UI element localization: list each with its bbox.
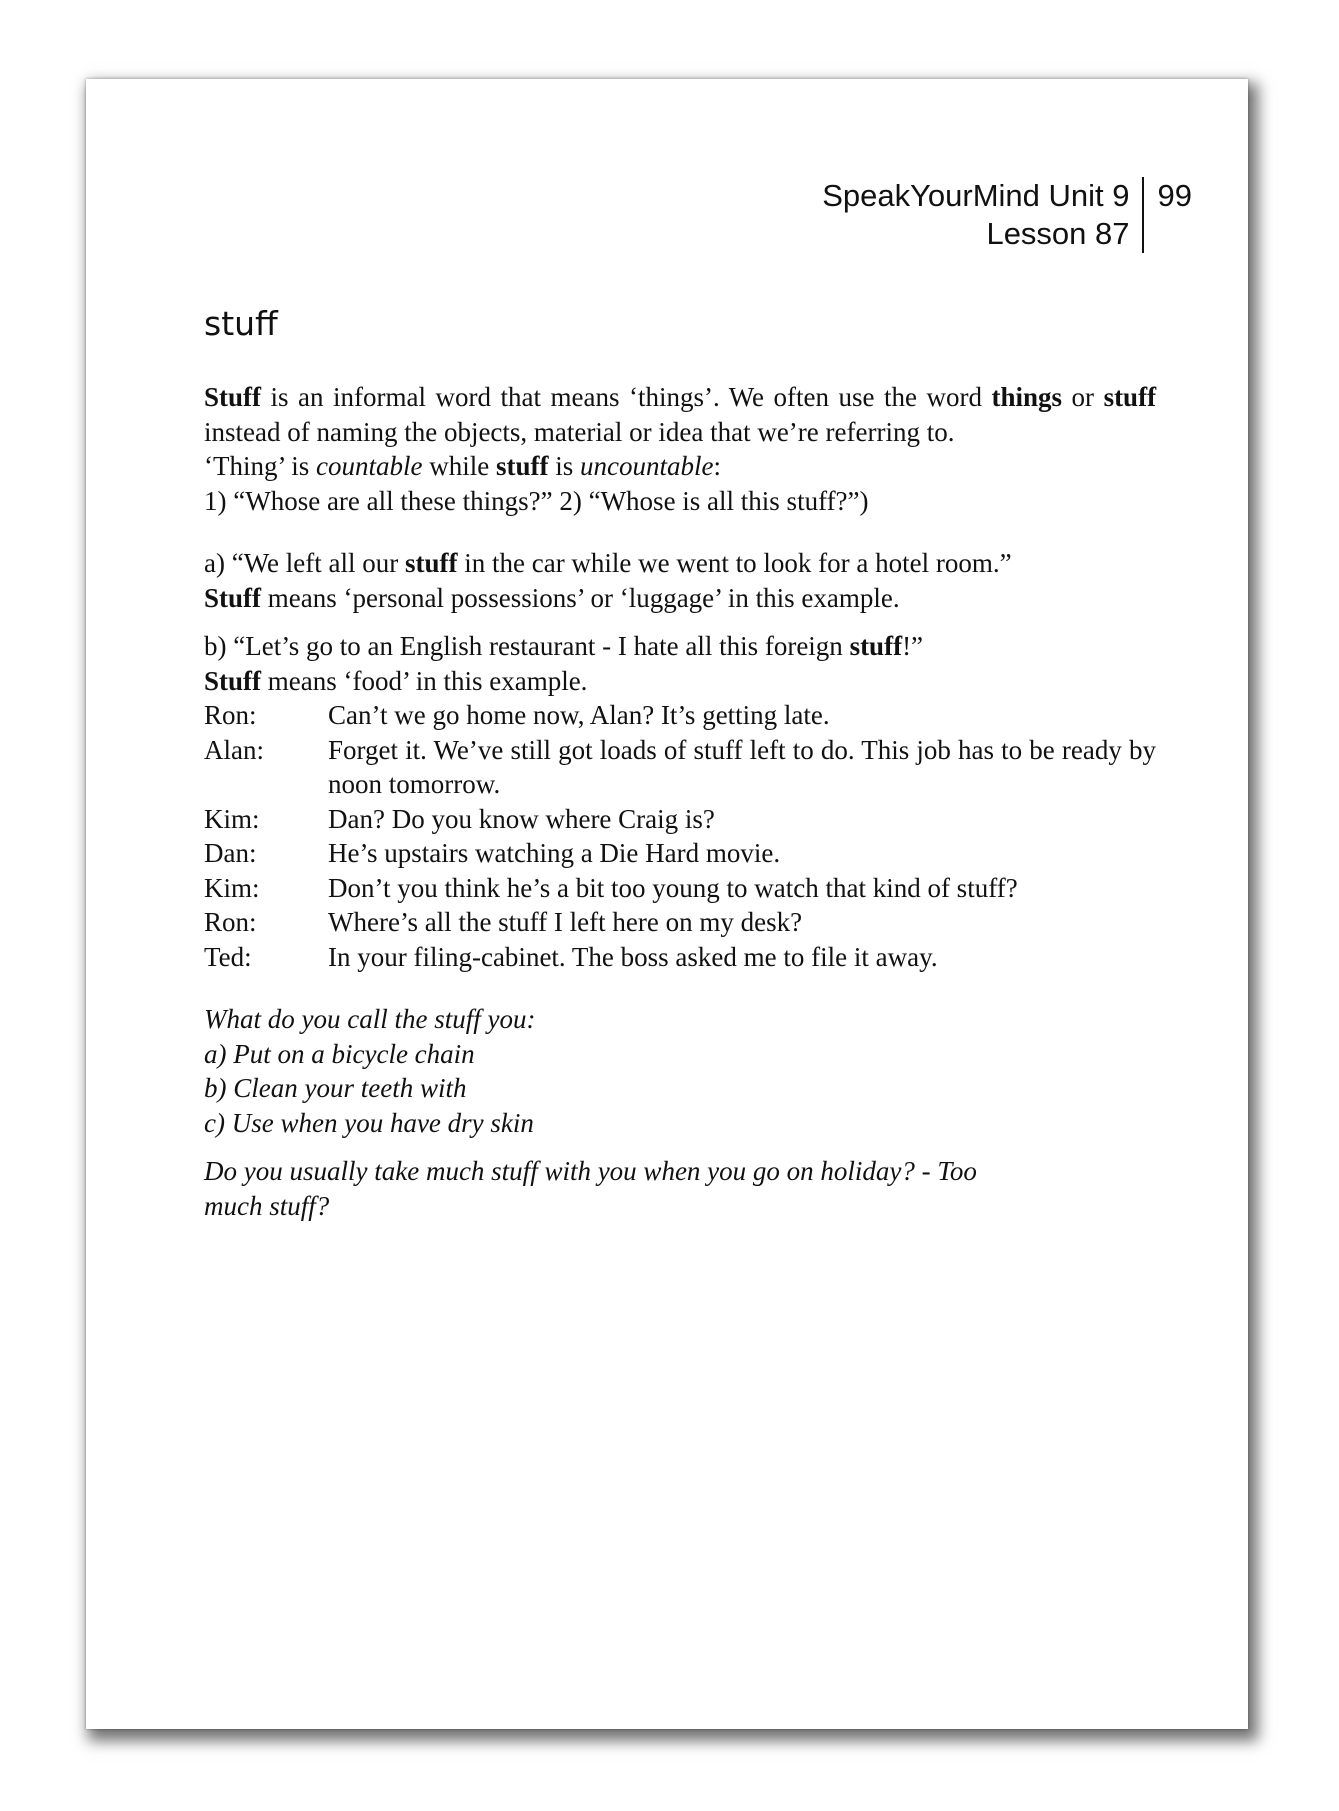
speaker: Ted: [204, 941, 252, 972]
example-a: a) “We left all our stuff in the car while we went to look for a hotel room.” [204, 548, 1012, 578]
utterance: Where’s all the stuff I left here on my desk? [328, 907, 803, 937]
page-header [822, 177, 1192, 253]
page-number: 99 [1157, 178, 1192, 213]
question-prompt: What do you call the stuff you: [204, 1004, 536, 1034]
header-course-info [822, 177, 1143, 253]
example-b: b) “Let’s go to an English restaurant - I hate all this foreign stuff!” [204, 631, 924, 661]
example-a-meaning: Stuff means ‘personal possessions’ or ‘luggage’ in this example. [204, 582, 900, 613]
question-item-a: a) Put on a bicycle chain [204, 1038, 475, 1069]
utterance: He’s upstairs watching a Die Hard movie. [328, 838, 781, 868]
speaker: Kim: [204, 803, 260, 834]
dialog-line [204, 905, 1156, 940]
countable-examples: 1) “Whose are all these things?” 2) “Whose is all this stuff?”) [204, 485, 869, 516]
dialog-line [204, 871, 1156, 906]
dialog-2 [204, 802, 1156, 906]
utterance: Dan? Do you know where Craig is? [328, 803, 715, 834]
question-block-2: Do you usually take much stuff with you when you go on holiday? - Too much stuff? [204, 1156, 977, 1221]
document-page [86, 79, 1248, 1729]
speaker: Dan: [204, 838, 257, 868]
dialog-line [204, 698, 1156, 733]
intro-paragraph: Stuff is an informal word that means ‘things’. We often use the word things or stuff instead of naming the objects, material or idea that we’re referring to. [204, 382, 1157, 447]
page-title: stuff [204, 304, 278, 343]
question-block-1 [204, 1002, 1156, 1140]
page-content [204, 304, 1156, 1223]
speaker: Kim: [204, 872, 260, 903]
dialog-line [204, 836, 1156, 871]
question-item-b: b) Clean your teeth with [204, 1073, 467, 1103]
utterance: In your filing-cabinet. The boss asked me to file it away. [328, 941, 938, 972]
question-item-c: c) Use when you have dry skin [204, 1107, 534, 1138]
utterance: Can’t we go home now, Alan? It’s getting late. [328, 700, 830, 730]
utterance: Forget it. We’ve still got loads of stuff left to do. This job has to be ready by noon tomorrow. [328, 734, 1156, 799]
header-unit: SpeakYourMind Unit 9 [822, 178, 1130, 213]
header-lesson: Lesson 87 [986, 216, 1130, 251]
speaker: Alan: [204, 734, 264, 765]
dialog-line [204, 733, 1156, 802]
dialog-line [204, 802, 1156, 837]
dialog-3 [204, 905, 1156, 974]
countable-note: ‘Thing’ is countable while stuff is uncountable: [204, 451, 721, 481]
speaker: Ron: [204, 907, 257, 937]
example-b-meaning: Stuff means ‘food’ in this example. [204, 665, 588, 696]
speaker: Ron: [204, 700, 257, 730]
utterance: Don’t you think he’s a bit too young to watch that kind of stuff? [328, 872, 1018, 903]
dialog-1 [204, 698, 1156, 802]
dialog-line [204, 940, 1156, 975]
